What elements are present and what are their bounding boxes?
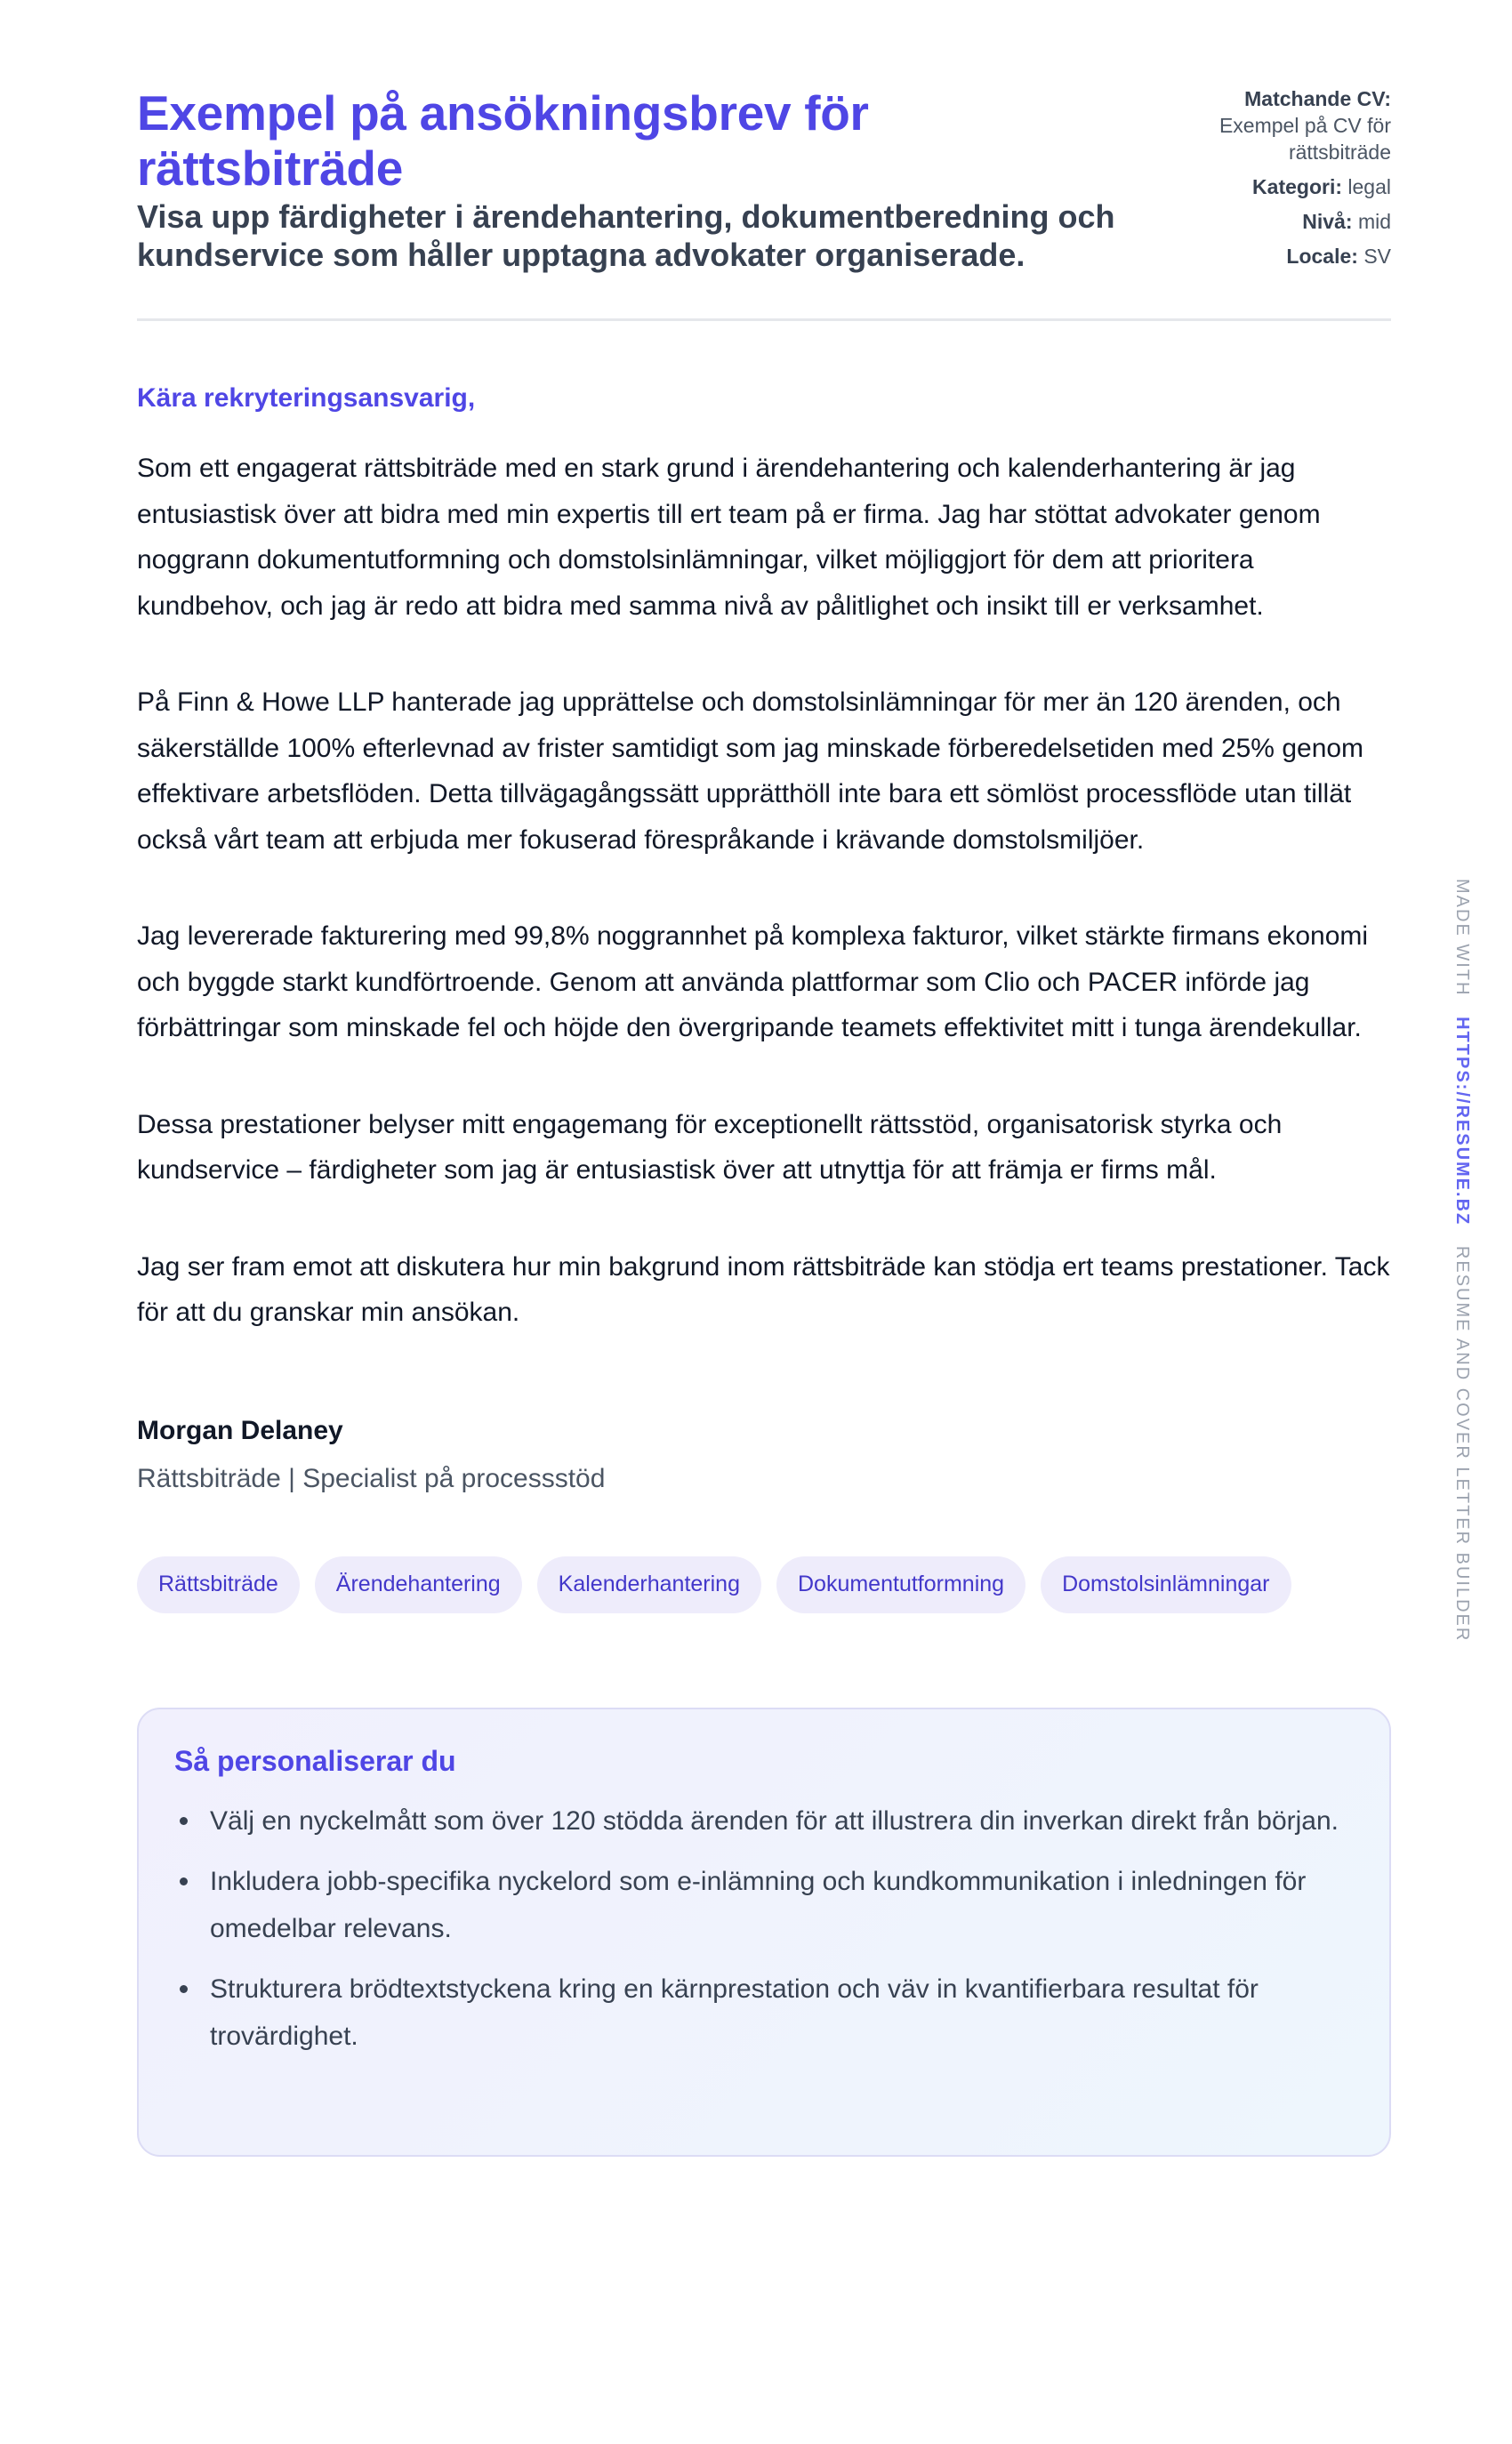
- letter-greeting: Kära rekryteringsansvarig,: [137, 383, 476, 413]
- meta-level: [1160, 208, 1391, 235]
- meta-label: Locale:: [1286, 245, 1358, 268]
- page-header: [137, 85, 1391, 277]
- watermark: [1452, 879, 1472, 1642]
- watermark-prefix: MADE WITH: [1452, 879, 1472, 997]
- meta-locale: [1160, 243, 1391, 269]
- letter-paragraph: Som ett engagerat rättsbiträde med en stark grund i ärendehantering och kalenderhantering är jag entusiastisk över att bidra med min expertis till ert team på er firma. Jag har stöttat advokater genom noggrann dokumentutformning och domstolsinlämningar, vilket möjliggjort för dem att prioritera kundbehov, och jag är redo att bidra med samma nivå av pålitlighet och insikt till er verksamhet.: [137, 454, 1321, 621]
- meta-label: Matchande CV:: [1244, 87, 1391, 110]
- tag[interactable]: Ärendehantering: [315, 1556, 522, 1613]
- watermark-link[interactable]: HTTPS://RESUME.BZ: [1452, 1017, 1472, 1226]
- meta-panel: [1160, 85, 1391, 277]
- letter-paragraph: Jag levererade fakturering med 99,8% noggrannhet på komplexa fakturor, vilket stärkte firmans ekonomi och byggde starkt kundförtroende. Genom att använda plattformar som Clio och PACER införde jag förbättringar som minskade fel och höjde den övergripande teamets effektivitet mitt i tunga ärendekullar.: [137, 921, 1369, 1042]
- tag[interactable]: Rättsbiträde: [137, 1556, 300, 1613]
- tips-list: [174, 1797, 1354, 2060]
- page-title: Exempel på ansökningsbrev för rättsbiträde: [137, 85, 869, 196]
- tag[interactable]: Dokumentutformning: [776, 1556, 1025, 1613]
- tag[interactable]: Domstolsinlämningar: [1041, 1556, 1291, 1613]
- tips-title: Så personaliserar du: [174, 1744, 456, 1777]
- letter-paragraph: På Finn & Howe LLP hanterade jag upprättelse och domstolsinlämningar för mer än 120 ärenden, och säkerställde 100% efterlevnad av frister samtidigt som jag minskade förberedelsetiden med 25% genom effektivare arbetsflöden. Detta tillvägagångssätt upprätthöll inte bara ett sömlöst processflöde utan tillät också vårt team att erbjuda mer fokuserad förespråkande i krävande domstolsmiljöer.: [137, 687, 1364, 855]
- header-text: [137, 85, 1115, 274]
- divider: [137, 318, 1391, 321]
- meta-category: [1160, 173, 1391, 200]
- letter-paragraph: Jag ser fram emot att diskutera hur min bakgrund inom rättsbiträde kan stödja ert teams prestationer. Tack för att du granskar min ansökan.: [137, 1251, 1390, 1327]
- meta-label: Nivå:: [1302, 210, 1353, 233]
- watermark-suffix: RESUME AND COVER LETTER BUILDER: [1452, 1245, 1472, 1643]
- meta-value: SV: [1363, 245, 1391, 268]
- tag[interactable]: Kalenderhantering: [537, 1556, 761, 1613]
- tip-item: Inkludera jobb-specifika nyckelord som e-inlämning och kundkommunikation i inledningen för omedelbar relevans.: [174, 1858, 1354, 1952]
- tag-list: [137, 1556, 1391, 1613]
- signature-name: Morgan Delaney: [137, 1415, 343, 1445]
- letter-paragraph: Dessa prestationer belyser mitt engagemang för exceptionellt rättsstöd, organisatorisk styrka och kundservice – färdigheter som jag är entusiastisk över att utnyttja för att främja er firms mål.: [137, 1109, 1283, 1185]
- meta-matching-cv: [1160, 85, 1391, 165]
- signature-role: Rättsbiträde | Specialist på processstöd: [137, 1463, 606, 1493]
- tip-item: Välj en nyckelmått som över 120 stödda ärenden för att illustrera din inverkan direkt från början.: [174, 1797, 1354, 1845]
- tip-item: Strukturera brödtextstyckena kring en kärnprestation och väv in kvantifierbara resultat för trovärdighet.: [174, 1966, 1354, 2060]
- meta-value: mid: [1357, 210, 1391, 233]
- personalization-tips-box: [137, 1708, 1391, 2157]
- page-subtitle: Visa upp färdigheter i ärendehantering, dokumentberedning och kundservice som håller upptagna advokater organiserade.: [137, 198, 1115, 273]
- matching-cv-link[interactable]: Exempel på CV för rättsbiträde: [1218, 114, 1391, 164]
- meta-label: Kategori:: [1252, 175, 1342, 198]
- meta-value: legal: [1347, 175, 1391, 198]
- letter-body: [137, 446, 1391, 1336]
- cover-letter-page: [137, 85, 1391, 2157]
